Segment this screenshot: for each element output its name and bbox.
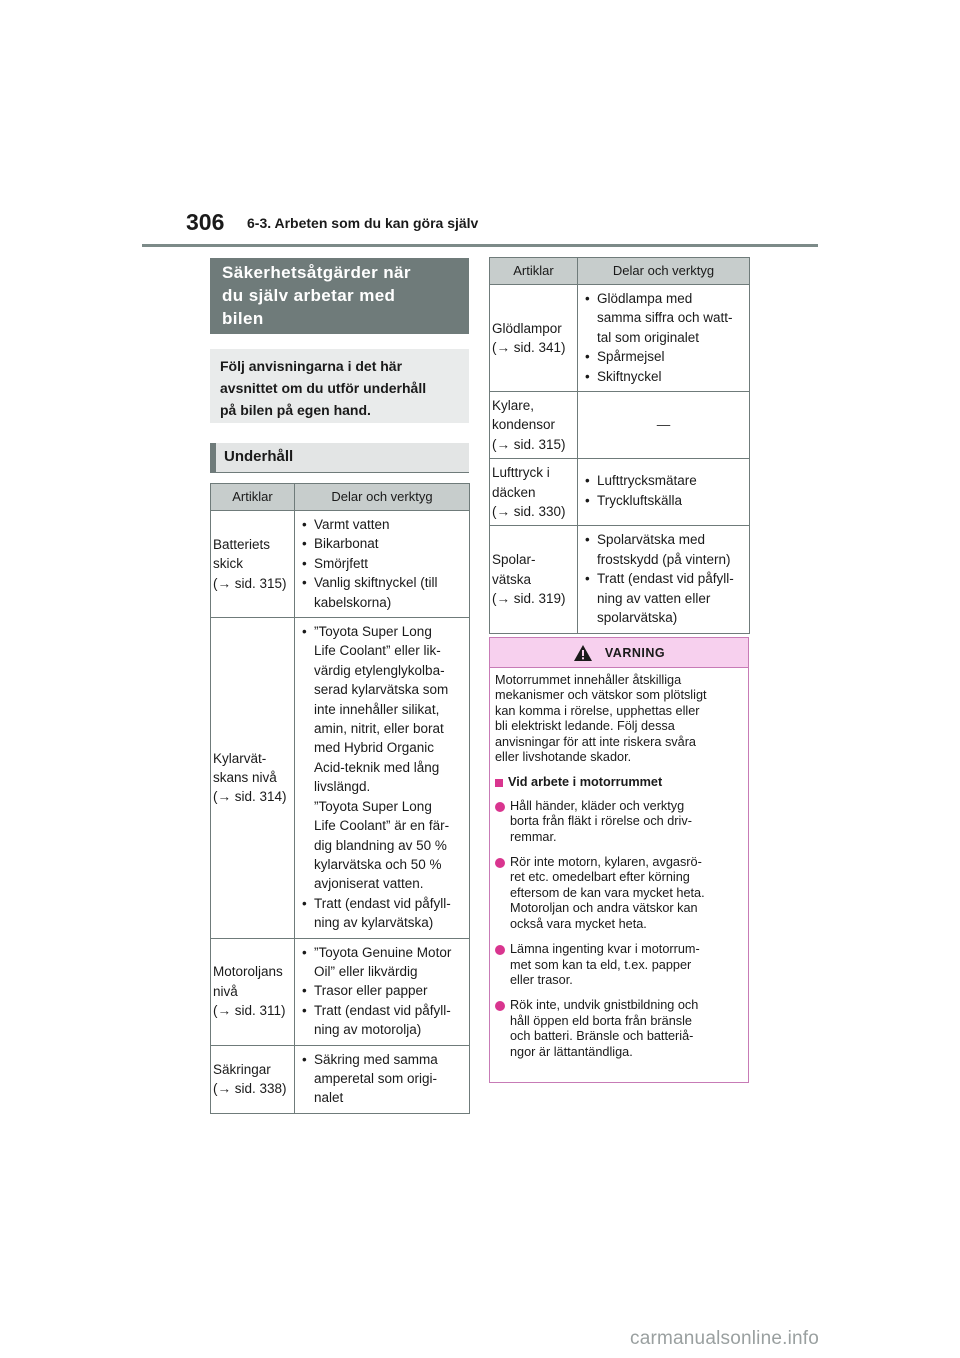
tool-line: • Smörjfett [314,555,369,571]
tool-item [299,573,467,612]
square-bullet-icon [495,779,503,787]
tool-line: amin, nitrit, eller borat [314,721,444,737]
article-cell [211,618,295,939]
intro-line: Följ anvisningarna i det här [220,358,403,374]
circle-bullet-icon [495,945,505,955]
warning-bullet [495,855,743,932]
warning-bullet [495,998,743,1060]
tool-line: • Tryckluftskälla [597,492,683,508]
table-row [211,938,470,1045]
warning-triangle-icon [573,644,593,662]
warning-bullet-line: ret etc. omedelbart efter körning [510,870,690,885]
tool-line: • Glödlampa med [597,291,693,306]
article-line: Kylarvät- [213,750,267,766]
column-header-tools: Delar och verktyg [578,258,750,285]
tool-line: avjoniserat vatten. [314,876,424,892]
article-line: (→ sid. 315) [213,575,287,591]
table-header-row [490,258,750,285]
table-row [490,392,750,459]
warning-bullet-line: ngor är lättantändliga. [510,1044,633,1059]
article-line: Kylare, [492,398,535,414]
section-title-line: Säkerhetsåtgärder när [222,263,411,282]
article-line: Spolar- [492,552,536,568]
tool-item [582,491,747,510]
tool-line: Oil” eller likvärdig [314,963,418,979]
tool-item [582,530,747,569]
intro-line: på bilen på egen hand. [220,402,371,418]
table-row [490,526,750,633]
article-line: (→ sid. 330) [492,504,566,520]
tool-line: spolarvätska) [597,610,678,626]
tool-line: • Spolarvätska med [597,532,706,548]
warning-bullet [495,942,743,988]
warning-label: VARNING [604,645,666,660]
tool-line: • Tratt (endast vid påfyll- [314,895,451,911]
tool-line: • ”Toyota Super Long [314,624,432,640]
parts-table-left [210,483,470,1114]
tool-line: med Hybrid Organic [314,740,435,756]
tool-line: inte innehåller silikat, [314,701,440,717]
tool-line: nalet [314,1090,344,1106]
tools-cell [295,938,470,1045]
tools-cell [578,285,750,392]
tool-item [299,981,467,1000]
warning-intro [495,673,743,765]
tool-line: tal som originalet [597,329,700,345]
tools-cell-empty: — [578,392,750,459]
article-line: Motoroljans [213,964,283,980]
article-line: skans nivå [213,770,277,786]
tool-line: serad kylarvätska som [314,682,449,698]
warning-intro-line: bli elektriskt ledande. Följ dessa [495,719,675,734]
tool-item [299,622,467,894]
tool-item [299,515,467,534]
tool-line: • Tratt (endast vid påfyll- [597,571,734,587]
tool-item [582,569,747,627]
tools-cell [578,459,750,526]
warning-bullet-line: också vara mycket heta. [510,916,647,931]
tools-cell [295,1045,470,1113]
warning-intro-line: anvisningar för att inte riskera svåra [495,734,696,749]
parts-table-right [489,257,750,634]
tool-line: frostskydd (på vintern) [597,551,731,567]
article-cell [211,1045,295,1113]
table-header-row [211,484,470,511]
warning-intro-line: mekanismer och vätskor som plötsligt [495,688,707,703]
tool-line: • Spårmejsel [597,349,665,365]
article-line: Lufttryck i [492,465,550,481]
tool-item [582,471,747,490]
table-row [490,285,750,392]
warning-bullet-line: eftersom de kan vara mycket heta. [510,885,705,900]
article-cell [211,511,295,618]
column-header-articles: Artiklar [490,258,578,285]
column-header-articles: Artiklar [211,484,295,511]
section-title [210,258,469,334]
column-header-tools: Delar och verktyg [295,484,470,511]
tool-item [299,1001,467,1040]
chapter-title: 6-3. Arbeten som du kan göra själv [247,215,479,231]
tool-line: • Säkring med samma [314,1051,438,1067]
warning-subheading [495,775,743,790]
table-row [211,618,470,939]
article-line: däcken [492,484,536,500]
article-line: Glödlampor [492,320,562,336]
warning-bullet-line: met som kan ta eld, t.ex. papper [510,957,692,972]
warning-bullet-line: och batteri. Bränsle och batteriå- [510,1029,694,1044]
header-rule [142,244,818,247]
article-line: (→ sid. 311) [213,1003,286,1019]
article-line: (→ sid. 341) [492,340,566,356]
article-line: skick [213,556,243,572]
tool-line: • Vanlig skiftnyckel (till [314,575,438,591]
tool-item [299,534,467,553]
warning-bullet-line: borta från fläkt i rörelse och driv- [510,814,692,829]
section-title-line: du själv arbetar med [222,286,396,305]
warning-bullet-line: remmar. [510,829,557,844]
tool-line: ning av kylarvätska) [314,915,434,931]
tools-cell [578,526,750,633]
warning-bullet-line: Rör inte motorn, kylaren, avgasrö- [510,855,702,870]
tool-line: • Trasor eller papper [314,983,428,999]
warning-intro-line: kan komma i rörelse, upphettas eller [495,703,700,718]
warning-header [490,638,748,668]
article-line: Batteriets [213,536,271,552]
intro-text [210,349,469,423]
tool-line: samma siffra och watt- [597,310,733,326]
warning-intro-line: eller livshotande skador. [495,750,632,765]
article-line: vätska [492,571,532,587]
tool-item [299,1050,467,1108]
warning-bullet-line: håll öppen eld borta från bränsle [510,1013,692,1028]
tool-line: amperetal som origi- [314,1070,438,1086]
tool-line: livslängd. [314,779,371,795]
article-cell [490,459,578,526]
tool-item [299,554,467,573]
article-line: (→ sid. 315) [492,436,566,452]
warning-bullet-line: eller trasor. [510,972,573,987]
watermark-text: carmanualsonline.info [630,1328,820,1349]
tool-line: • Tratt (endast vid påfyll- [314,1002,451,1018]
article-cell [490,526,578,633]
tool-line: Life Coolant” är en fär- [314,818,450,834]
warning-bullet-line: Rök inte, undvik gnistbildning och [510,998,699,1013]
article-cell [211,938,295,1045]
tool-line: ”Toyota Super Long [314,798,432,814]
warning-bullet-line: Lämna ingenting kvar i motorrum- [510,942,700,957]
tool-line: dig blandning av 50 % [314,837,447,853]
tool-line: Acid-teknik med lång [314,759,440,775]
article-line: (→ sid. 338) [213,1081,287,1097]
tool-line: kylarvätska och 50 % [314,856,442,872]
warning-body [490,668,748,1060]
section-title-line: bilen [222,309,264,328]
tool-item [582,347,747,366]
tool-line: • Skiftnyckel [597,368,662,384]
tool-line: • Varmt vatten [314,517,390,532]
tool-item [299,894,467,933]
article-line: (→ sid. 319) [492,591,566,607]
subheading-maintenance: Underhåll [210,443,469,473]
circle-bullet-icon [495,1001,505,1011]
page-number: 306 [186,209,225,235]
article-line: kondensor [492,417,556,433]
tool-item [582,367,747,386]
tool-line: värdig etylenglykolba- [314,662,445,678]
tools-cell [295,511,470,618]
intro-line: avsnittet om du utför underhåll [220,380,427,396]
table-row [211,511,470,618]
tool-line: • Bikarbonat [314,536,379,552]
tool-line: kabelskorna) [314,594,392,610]
warning-bullet-line: Motoroljan och andra vätskor kan [510,901,698,916]
warning-bullet [495,799,743,845]
warning-subheading-text: Vid arbete i motorrummet [508,775,663,790]
tool-line: ning av motorolja) [314,1022,422,1038]
tool-line: • ”Toyota Genuine Motor [314,944,452,960]
circle-bullet-icon [495,858,505,868]
article-line: (→ sid. 314) [213,789,287,805]
article-line: nivå [213,983,238,999]
circle-bullet-icon [495,802,505,812]
tools-cell [295,618,470,939]
article-cell [490,285,578,392]
tool-line: ning av vatten eller [597,590,711,606]
article-line: Säkringar [213,1061,271,1077]
tool-line: • Lufttrycksmätare [597,473,697,489]
table-row [211,1045,470,1113]
warning-intro-line: Motorrummet innehåller åtskilliga [495,673,682,687]
tool-item [299,943,467,982]
warning-box [489,637,749,1083]
tool-item [582,289,747,347]
article-cell [490,392,578,459]
table-row [490,459,750,526]
warning-bullet-line: Håll händer, kläder och verktyg [510,798,685,813]
tool-line: Life Coolant” eller lik- [314,643,441,659]
